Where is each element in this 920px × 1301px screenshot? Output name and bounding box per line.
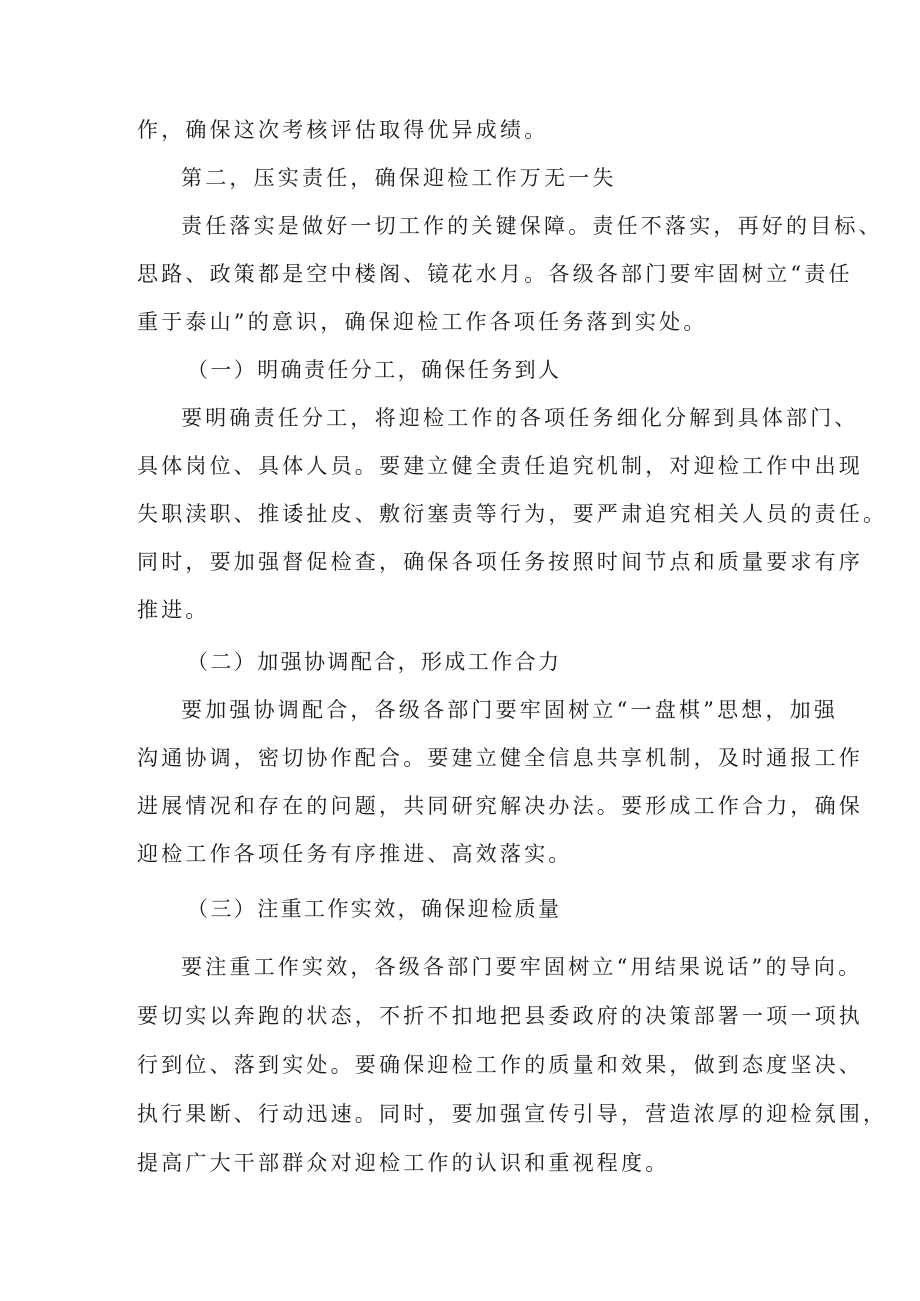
- paragraph-line: 要明确责任分工，将迎检工作的各项任务细化分解到具体部门、: [181, 406, 859, 430]
- paragraph-line: 责任落实是做好一切工作的关键保障。责任不落实，再好的目标、: [181, 214, 883, 238]
- paragraph-line: 迎检工作各项任务有序推进、高效落实。: [137, 842, 573, 866]
- subsection-heading: （一）明确责任分工，确保任务到人: [187, 358, 562, 382]
- paragraph-line: 要加强协调配合，各级各部门要牢固树立“一盘棋”思想，加强: [181, 698, 839, 722]
- paragraph-line: 作，确保这次考核评估取得优异成绩。: [137, 118, 549, 142]
- paragraph-line: 提高广大干部群众对迎检工作的认识和重视程度。: [137, 1151, 670, 1175]
- paragraph-line: 推进。: [137, 598, 210, 622]
- paragraph-line: 进展情况和存在的问题，共同研究解决办法。要形成工作合力，确保: [137, 794, 863, 818]
- paragraph-line: 要注重工作实效，各级各部门要牢固树立“用结果说话”的导向。: [181, 955, 863, 979]
- paragraph-line: 重于泰山”的意识，确保迎检工作各项任务落到实处。: [137, 310, 708, 334]
- paragraph-line: 行到位、落到实处。要确保迎检工作的质量和效果，做到态度坚决、: [137, 1053, 863, 1077]
- paragraph-line: 沟通协调，密切协作配合。要建立健全信息共享机制，及时通报工作: [137, 746, 863, 770]
- paragraph-line: 要切实以奔跑的状态，不折不扣地把县委政府的决策部署一项一项执: [137, 1004, 863, 1028]
- paragraph-line: 同时，要加强督促检查，确保各项任务按照时间节点和质量要求有序: [137, 550, 863, 574]
- section-heading: 第二，压实责任，确保迎检工作万无一失: [181, 166, 617, 190]
- paragraph-line: 失职渎职、推诿扯皮、敷衍塞责等行为，要严肃追究相关人员的责任。: [137, 502, 888, 526]
- paragraph-line: 具体岗位、具体人员。要建立健全责任追究机制，对迎检工作中出现: [137, 454, 863, 478]
- paragraph-line: 思路、政策都是空中楼阁、镜花水月。各级各部门要牢固树立“责任: [137, 262, 853, 286]
- paragraph-line: 执行果断、行动迅速。同时，要加强宣传引导，营造浓厚的迎检氛围，: [137, 1102, 888, 1126]
- subsection-heading: （三）注重工作实效，确保迎检质量: [187, 897, 562, 921]
- subsection-heading: （二）加强协调配合，形成工作合力: [187, 650, 562, 674]
